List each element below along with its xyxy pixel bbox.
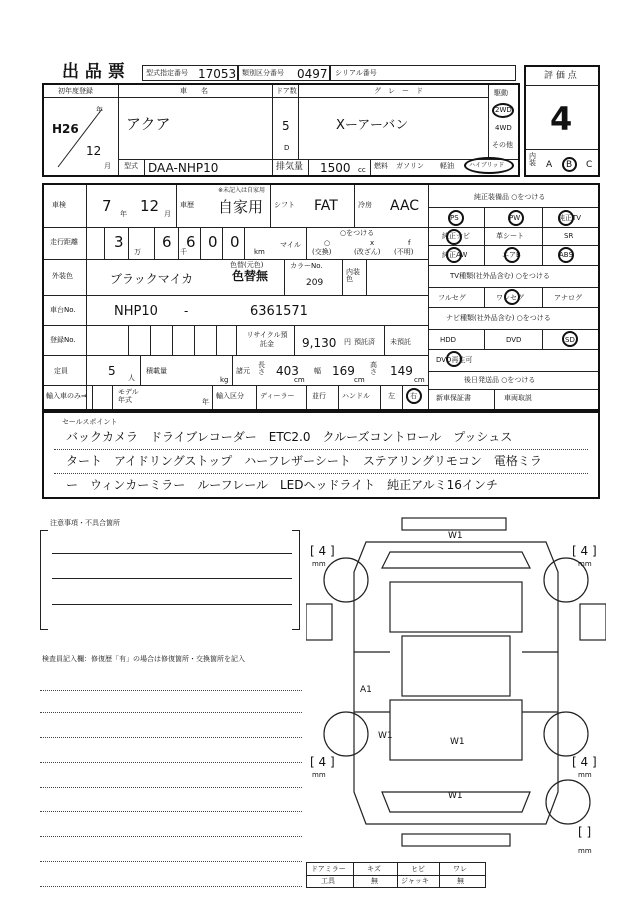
km-unit: km bbox=[254, 248, 265, 256]
man-unit: 万 bbox=[134, 248, 141, 256]
grade-label: グ レ ー ド bbox=[374, 87, 423, 95]
mark-x: x bbox=[370, 239, 375, 247]
front-left-tire bbox=[324, 558, 368, 602]
genuine-title: 純正装備品 ○をつける bbox=[474, 193, 546, 201]
recycle-label: リサイクル預託金 bbox=[246, 331, 288, 348]
year-unit-3: 年 bbox=[202, 398, 209, 406]
score-box bbox=[524, 65, 600, 177]
mileage-attach-label: ○をつける bbox=[340, 229, 375, 237]
serial-label: シリアル番号 bbox=[335, 69, 377, 77]
fuel-gasoline: ガソリン bbox=[396, 162, 424, 170]
recycle-deposited: 預託済 bbox=[354, 338, 375, 346]
displacement-value: 1500 bbox=[320, 161, 351, 175]
selling-label: セールスポイント bbox=[62, 418, 118, 426]
mark-o: ○ bbox=[324, 239, 331, 247]
car-diagram bbox=[306, 512, 606, 852]
right-mirror-box bbox=[580, 604, 606, 640]
cc-unit: cc bbox=[358, 166, 366, 174]
windshield-outline bbox=[390, 582, 522, 632]
mark-rear-w1: W1 bbox=[448, 791, 463, 801]
height-label: 高さ bbox=[370, 361, 377, 376]
roof-outline bbox=[402, 636, 510, 696]
mileage-digit-5: 0 bbox=[230, 233, 240, 251]
footer-tools-value: 無 bbox=[371, 877, 378, 885]
registration-block bbox=[42, 83, 520, 177]
drive-2wd: 2WD bbox=[495, 106, 512, 114]
tv-fullseg: フルセグ bbox=[438, 294, 466, 302]
rear-bumper-outline bbox=[402, 834, 510, 846]
selling-line-2: タート アイドリングストップ ハーフレザーシート ステアリングリモコン 電格ミラ bbox=[66, 454, 542, 468]
fuel-label: 燃料 bbox=[374, 162, 388, 170]
navi-title: ナビ種類(社外品含む) ○をつける bbox=[446, 314, 551, 322]
color-change-label: 色替(元色) bbox=[230, 261, 264, 269]
inspection-month: 12 bbox=[140, 197, 160, 215]
model-year-label: モデル年式 bbox=[118, 388, 139, 404]
tread-rl: [ 4 ] bbox=[310, 755, 335, 769]
spare-tire bbox=[546, 780, 590, 824]
mm-rl: mm bbox=[312, 771, 326, 779]
footer-door-mirror: ドアミラー bbox=[311, 865, 346, 873]
color-no-label: カラーNo. bbox=[290, 262, 323, 270]
displacement-label: 排気量 bbox=[276, 162, 304, 172]
inspector-label: 検査員記入欄：修復歴「有」の場合は修復箇所・交換箇所を記入 bbox=[42, 655, 245, 663]
footer-scratch: キズ bbox=[367, 865, 381, 873]
first-reg-month: 12 bbox=[86, 144, 102, 158]
left-mirror-box bbox=[306, 604, 332, 640]
capacity-label: 定員 bbox=[54, 367, 68, 375]
rear-left-tire bbox=[324, 712, 368, 756]
model-value: DAA-NHP10 bbox=[148, 161, 219, 175]
mark-side-w1: W1 bbox=[378, 731, 393, 741]
mark-w1-2: W1 bbox=[450, 737, 465, 747]
selling-points bbox=[42, 411, 600, 499]
model-cert-label: 型式指定番号 bbox=[146, 69, 188, 77]
shift-value: FAT bbox=[314, 198, 338, 214]
color-no-value: 209 bbox=[306, 278, 324, 288]
footer-tools: 工具 bbox=[321, 877, 335, 885]
detail-block bbox=[42, 183, 600, 411]
selling-line-3: ー ウィンカーミラー ルーフレール LEDヘッドライト 純正アルミ16インチ bbox=[66, 478, 498, 492]
mm-fl: mm bbox=[312, 560, 326, 568]
selling-line-1: バックカメラ ドライブレコーダー ETC2.0 クルーズコントロール プッシュス bbox=[66, 430, 513, 444]
later-title: 後日発送品 ○をつける bbox=[464, 376, 536, 384]
model-cert-no: 17053 bbox=[198, 67, 237, 81]
caution-bracket-left bbox=[40, 530, 48, 630]
date-slash bbox=[50, 105, 112, 171]
fuel-diesel: 軽油 bbox=[440, 162, 454, 170]
mile-label: マイル bbox=[280, 241, 301, 249]
score-label: 評 価 点 bbox=[544, 71, 577, 81]
mileage-digit-1: 3 bbox=[114, 233, 124, 251]
capacity-unit: 人 bbox=[128, 374, 135, 382]
recycle-value: 9,130 bbox=[302, 336, 337, 350]
cm-unit-1: cm bbox=[294, 376, 305, 384]
tread-rr-value: 4 bbox=[580, 755, 589, 769]
dvd-play: DVD再生可 bbox=[436, 356, 473, 364]
tread-fl-value: 4 bbox=[318, 544, 327, 558]
class-cell bbox=[238, 65, 330, 81]
tv-analog: アナログ bbox=[554, 294, 582, 302]
ac-value: AAC bbox=[390, 198, 420, 214]
navi-hdd: HDD bbox=[440, 336, 457, 344]
later-manual: 車両取説 bbox=[504, 394, 532, 402]
tread-fr: [ 4 ] bbox=[572, 544, 597, 558]
color-value: ブラックマイカ bbox=[110, 272, 194, 286]
chassis-label: 車台No. bbox=[50, 306, 76, 314]
reg-no-label: 登録No. bbox=[50, 336, 76, 344]
handle-label: ハンドル bbox=[342, 392, 370, 400]
rear-right-tire bbox=[544, 712, 588, 756]
tv-oneseg: ワンセグ bbox=[496, 294, 524, 302]
recycle-not-deposited: 未預託 bbox=[390, 338, 411, 346]
footer-table bbox=[306, 862, 486, 888]
month-unit: 月 bbox=[104, 162, 111, 170]
mark-front-w1: W1 bbox=[448, 531, 463, 541]
mileage-digit-3: 6 bbox=[186, 233, 196, 251]
caution-bracket-right bbox=[292, 530, 300, 630]
genuine-airbag: エアB bbox=[502, 251, 521, 259]
first-reg-label: 初年度登録 bbox=[58, 87, 93, 95]
fuel-hybrid: ハイブリッド bbox=[469, 162, 505, 169]
drive-other: その他 bbox=[492, 141, 513, 149]
month-unit-2: 月 bbox=[164, 210, 171, 218]
inspection-label: 車検 bbox=[52, 201, 66, 209]
chassis-prefix: NHP10 bbox=[114, 304, 158, 319]
interior-c: C bbox=[586, 160, 593, 170]
tread-rr: [ 4 ] bbox=[572, 755, 597, 769]
footer-crack: ヒビ bbox=[411, 865, 425, 873]
mark-f: f bbox=[408, 239, 411, 247]
import-type-label: 輸入区分 bbox=[216, 392, 244, 400]
doors-value: 5 bbox=[282, 119, 290, 133]
later-warranty: 新車保証書 bbox=[436, 394, 471, 402]
mileage-digit-2: 6 bbox=[162, 233, 172, 251]
door-suffix: D bbox=[284, 144, 290, 152]
score-value: 4 bbox=[550, 100, 573, 138]
tread-fr-value: 4 bbox=[580, 544, 589, 558]
hood-outline bbox=[382, 552, 530, 568]
load-label: 積載量 bbox=[146, 367, 167, 375]
chassis-no: 6361571 bbox=[250, 304, 308, 319]
genuine-pw: PW bbox=[509, 214, 521, 222]
footer-break: ワレ bbox=[453, 865, 467, 873]
drive-label: 駆動 bbox=[494, 89, 508, 97]
cm-unit-2: cm bbox=[354, 376, 365, 384]
genuine-leather: 革シート bbox=[496, 232, 524, 240]
first-reg-year: H26 bbox=[52, 122, 79, 136]
width-label: 幅 bbox=[314, 367, 321, 375]
import-label: 輸入車のみ⇒ bbox=[46, 392, 87, 400]
mileage-unknown: (不明) bbox=[394, 248, 414, 256]
size-label: 諸元 bbox=[236, 367, 250, 375]
car-name-label: 車 名 bbox=[180, 87, 208, 95]
length-label: 長さ bbox=[258, 361, 265, 376]
rear-glass-outline bbox=[390, 700, 522, 760]
handle-right: 右 bbox=[410, 392, 417, 400]
cm-unit-3: cm bbox=[414, 376, 425, 384]
genuine-tv: 純正TV bbox=[558, 214, 582, 222]
tread-rl-value: 4 bbox=[318, 755, 327, 769]
genuine-sr: SR bbox=[564, 232, 574, 240]
interior-label: 内装 bbox=[529, 152, 536, 167]
mm-rr: mm bbox=[578, 771, 592, 779]
capacity-value: 5 bbox=[108, 364, 116, 378]
kg-unit: kg bbox=[220, 376, 229, 384]
chassis-dash: - bbox=[184, 304, 189, 318]
genuine-navi: 純正ナビ bbox=[442, 232, 470, 240]
car-name: アクア bbox=[126, 115, 171, 133]
length-value: 403 bbox=[276, 364, 299, 378]
grade-value: Xーアーバン bbox=[336, 118, 409, 133]
model-cert-cell bbox=[142, 65, 238, 81]
genuine-abs: ABS bbox=[559, 251, 573, 259]
history-value: 自家用 bbox=[218, 198, 264, 216]
import-parallel: 並行 bbox=[312, 392, 326, 400]
mileage-label: 走行距離 bbox=[50, 238, 78, 246]
year-unit-2: 年 bbox=[120, 210, 127, 218]
class-no: 0497 bbox=[297, 67, 328, 81]
navi-dvd: DVD bbox=[506, 336, 522, 344]
drive-4wd: 4WD bbox=[495, 124, 512, 132]
year-unit: 年 bbox=[96, 106, 103, 114]
inspection-year: 7 bbox=[102, 197, 112, 215]
mark-a1: A1 bbox=[360, 685, 372, 695]
int-color-label: 内装色 bbox=[346, 268, 360, 283]
history-label: 車歴 bbox=[180, 201, 194, 209]
caution-label: 注意事項・不具合箇所 bbox=[50, 519, 120, 527]
genuine-ps: PS bbox=[450, 214, 459, 222]
width-value: 169 bbox=[332, 364, 355, 378]
shift-label: シフト bbox=[274, 201, 295, 209]
navi-sd: SD bbox=[565, 336, 575, 344]
interior-b: B bbox=[566, 160, 573, 170]
mm-fr: mm bbox=[578, 560, 592, 568]
tv-title: TV種類(社外品含む) ○をつける bbox=[450, 272, 550, 280]
class-label: 類別区分番号 bbox=[242, 69, 284, 77]
history-note: ※未記入は自家用 bbox=[218, 187, 266, 194]
footer-jack: ジャッキ bbox=[401, 877, 429, 885]
mm-spare: mm bbox=[578, 847, 592, 855]
height-value: 149 bbox=[390, 364, 413, 378]
ac-label: 冷房 bbox=[358, 201, 372, 209]
body-outline bbox=[354, 542, 558, 824]
sen-unit: 千 bbox=[180, 248, 187, 256]
serial-cell bbox=[330, 65, 516, 81]
tread-spare: [ ] bbox=[578, 825, 592, 839]
color-label: 外装色 bbox=[52, 272, 73, 280]
footer-jack-value: 無 bbox=[457, 877, 464, 885]
handle-left: 左 bbox=[388, 392, 395, 400]
form-title: 出 品 票 bbox=[62, 62, 125, 82]
model-label: 型式 bbox=[124, 162, 138, 170]
tread-fl: [ 4 ] bbox=[310, 544, 335, 558]
mileage-tampered: (改ざん) bbox=[354, 248, 381, 256]
color-change-value: 色替無 bbox=[232, 269, 269, 283]
recycle-unit: 円 bbox=[344, 338, 351, 346]
doors-label: ドア数 bbox=[276, 87, 297, 95]
front-bumper-outline bbox=[402, 518, 506, 530]
genuine-aw: 純正AW bbox=[442, 251, 468, 259]
interior-a: A bbox=[546, 160, 553, 170]
mileage-digit-4: 0 bbox=[208, 233, 218, 251]
mileage-exchanged: (交換) bbox=[312, 248, 332, 256]
import-dealer: ディーラー bbox=[260, 392, 295, 400]
